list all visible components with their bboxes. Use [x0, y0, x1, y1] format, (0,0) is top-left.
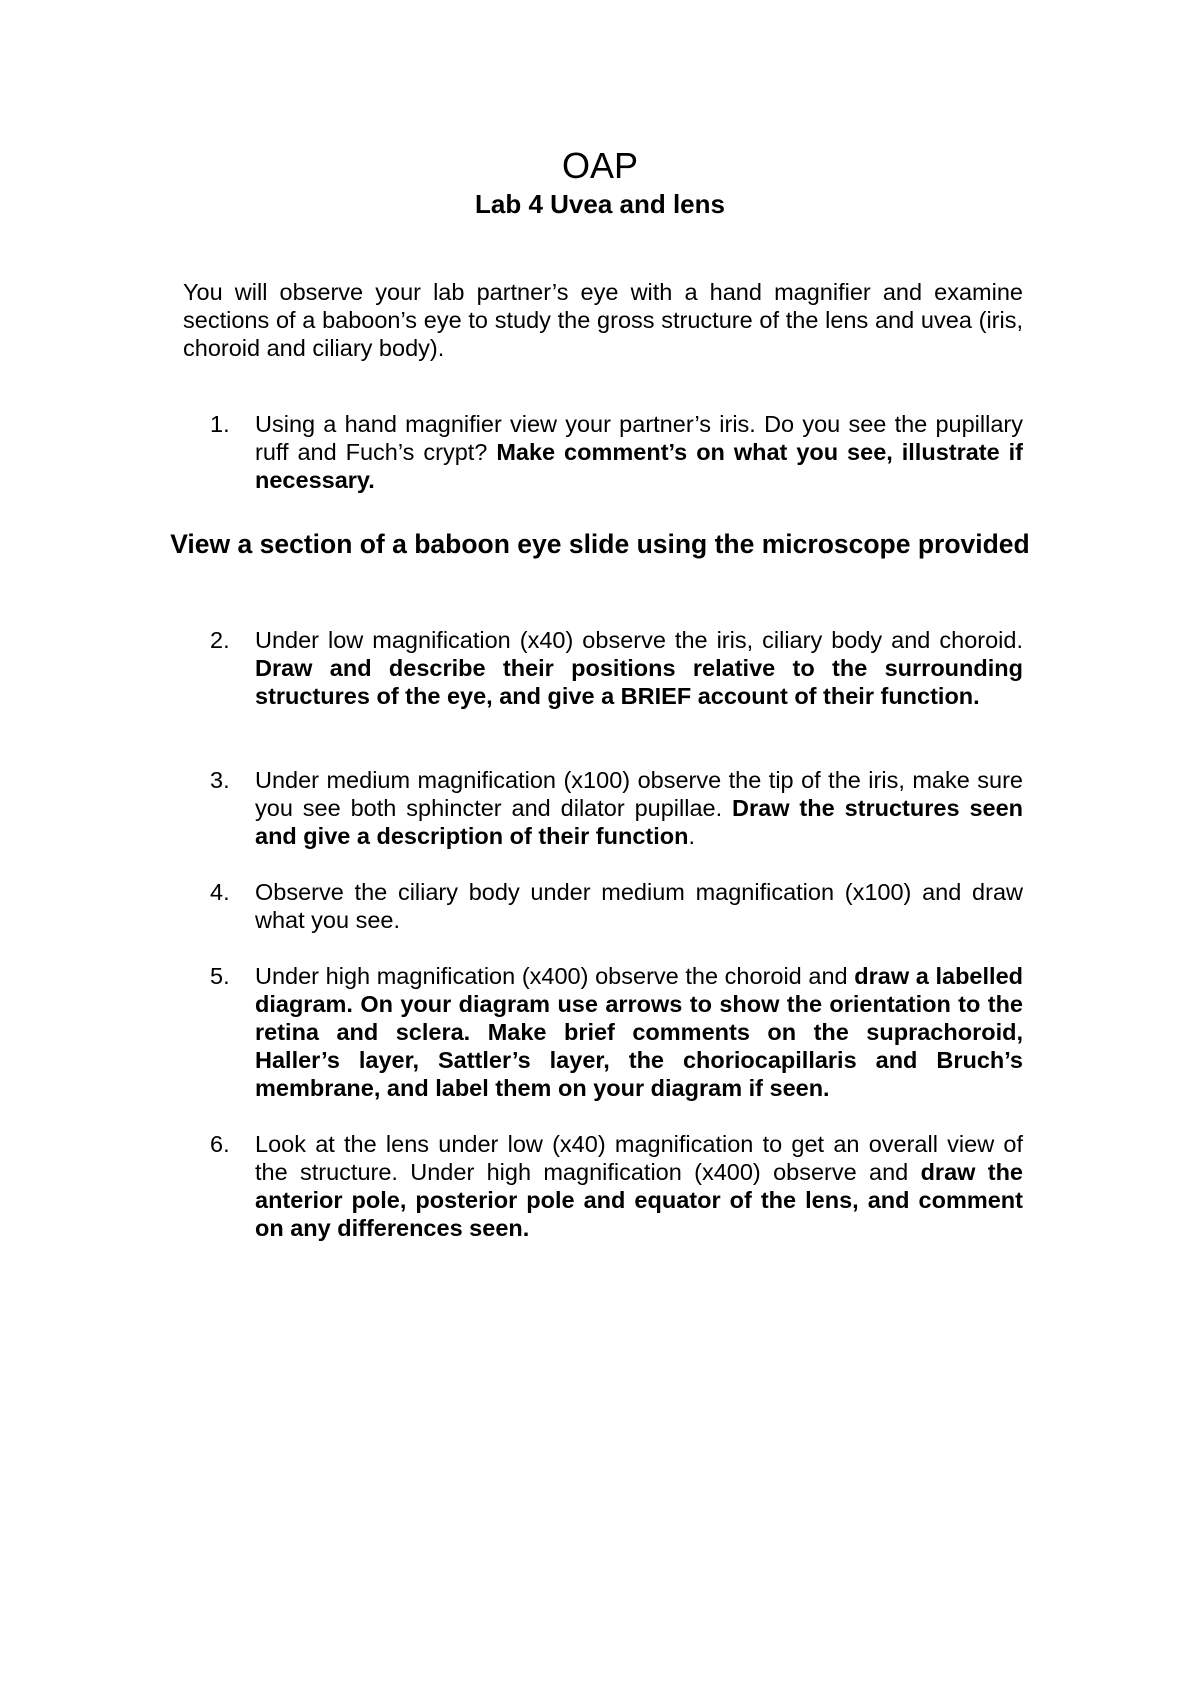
item-text	[255, 626, 1023, 710]
item-number: 5.	[210, 963, 230, 989]
item-bold-text: Make comment’s on what you see, illustrate if necessary.	[255, 439, 1023, 493]
item-text	[255, 962, 1023, 1102]
document-title: OAP	[561, 145, 639, 186]
item-plain-text: Using a hand magnifier view your partner’s iris. Do you see the pupillary ruff and Fuch’s crypt?	[255, 411, 1023, 465]
item-plain-text: Look at the lens under low (x40) magnification to get an overall view of the structure. Under high magnification (x400) observe and	[255, 1131, 1023, 1185]
item-plain-text: Observe the ciliary body under medium magnification (x100) and draw what you see.	[255, 879, 1023, 933]
intro-paragraph: You will observe your lab partner’s eye with a hand magnifier and examine sections of a baboon’s eye to study the gross structure of the lens and uvea (iris, choroid and ciliary body).	[183, 279, 1023, 361]
item-plain-text: Under medium magnification (x100) observe the tip of the iris, make sure you see both sphincter and dilator pupillae.	[255, 767, 1023, 821]
item-number: 1.	[210, 411, 230, 437]
item-after-text: .	[688, 823, 696, 849]
document-subtitle: Lab 4 Uvea and lens	[475, 189, 725, 219]
item-text	[255, 766, 1023, 850]
item-number: 6.	[210, 1131, 230, 1157]
item-text	[255, 1130, 1023, 1242]
item-bold-text: Draw and describe their positions relative to the surrounding structures of the eye, and give a BRIEF account of their function.	[255, 655, 1023, 709]
item-number: 2.	[210, 627, 230, 653]
item-bold-text: draw the anterior pole, posterior pole and equator of the lens, and comment on any differences seen.	[255, 1159, 1023, 1241]
section-heading: View a section of a baboon eye slide using the microscope provided	[170, 529, 1030, 559]
item-text	[255, 878, 1023, 934]
item-bold-text: draw a labelled diagram. On your diagram use arrows to show the orientation to the retina and sclera. Make brief comments on the suprachoroid, Haller’s layer, Sattler’s layer, the choriocapillaris and Bruch’s membrane, and label them on your diagram if seen.	[255, 963, 1023, 1101]
item-plain-text: Under low magnification (x40) observe the iris, ciliary body and choroid.	[255, 627, 1023, 653]
item-number: 3.	[210, 767, 230, 793]
item-plain-text: Under high magnification (x400) observe the choroid and	[255, 963, 855, 989]
item-bold-text: Draw the structures seen and give a description of their function	[255, 795, 1024, 849]
item-text	[255, 410, 1023, 494]
item-number: 4.	[210, 879, 230, 905]
